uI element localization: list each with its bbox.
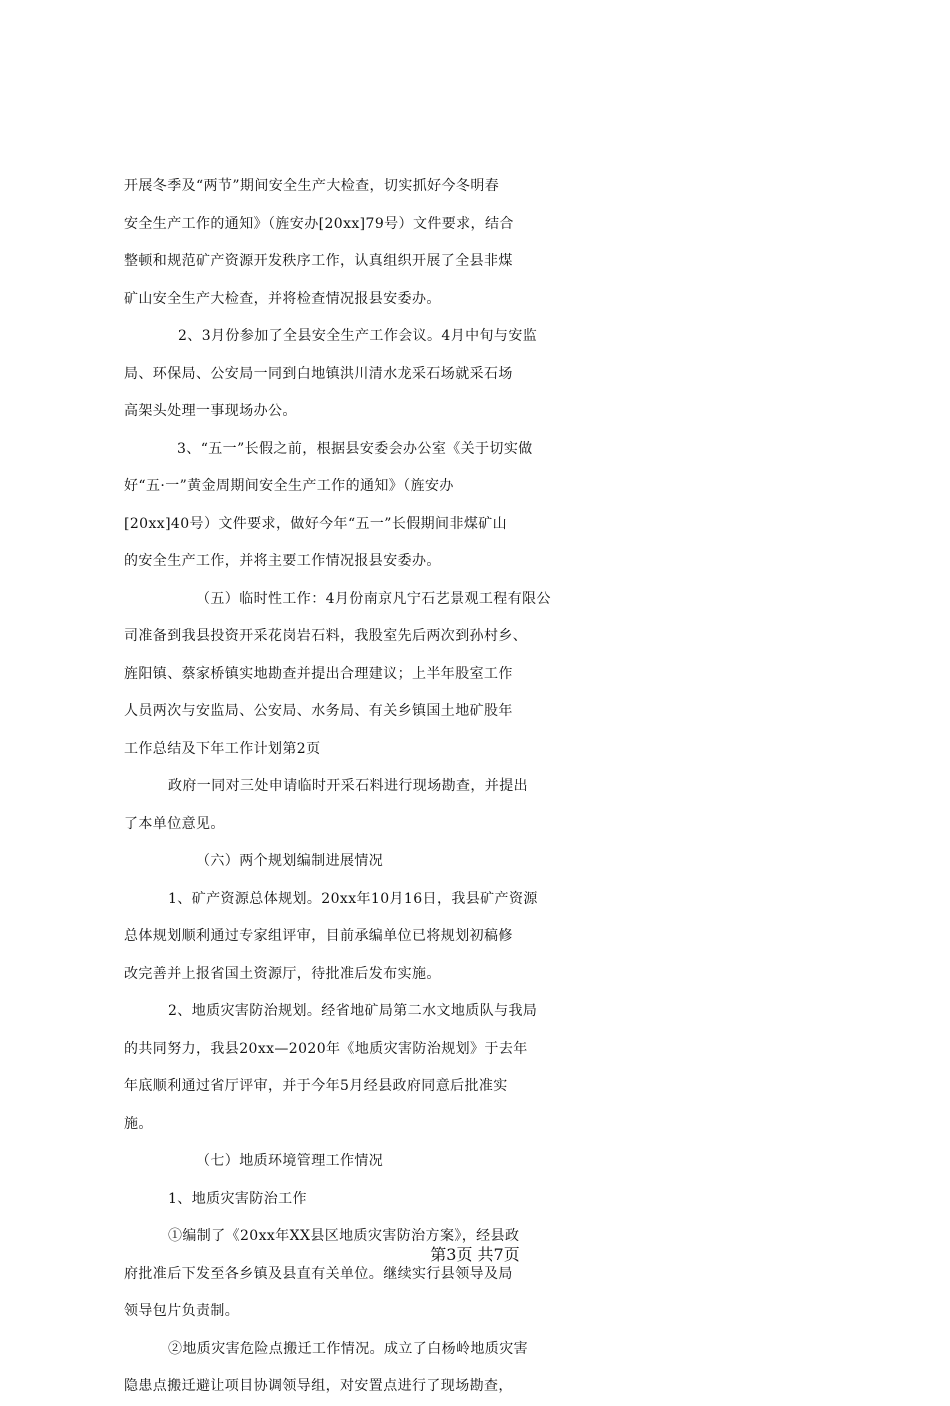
text-line: （六）两个规划编制进展情况 bbox=[196, 853, 384, 869]
text-line: 开展冬季及“两节”期间安全生产大检查，切实抓好今冬明春 bbox=[124, 178, 500, 194]
text-line: 3、“五一”长假之前，根据县安委会办公室《关于切实做 bbox=[177, 440, 533, 457]
text-line: 整顿和规范矿产资源开发秩序工作，认真组织开展了全县非煤 bbox=[124, 253, 513, 269]
text-line: （七）地质环境管理工作情况 bbox=[196, 1153, 384, 1169]
text-line: [20xx]40号）文件要求，做好今年“五一”长假期间非煤矿山 bbox=[124, 515, 508, 532]
text-line: 高架头处理一事现场办公。 bbox=[124, 403, 297, 419]
document-body bbox=[0, 168, 950, 1406]
text-line: 矿山安全生产大检查，并将检查情况报县安委办。 bbox=[124, 290, 441, 307]
text-line: 工作总结及下年工作计划第2页 bbox=[124, 740, 321, 757]
text-line: 政府一同对三处申请临时开采石料进行现场勘查，并提出 bbox=[168, 778, 528, 794]
text-line: 的安全生产工作，并将主要工作情况报县安委办。 bbox=[124, 553, 441, 569]
text-line: ②地质灾害危险点搬迁工作情况。成立了白杨岭地质灾害 bbox=[168, 1340, 528, 1357]
text-line: 司准备到我县投资开采花岗岩石料，我股室先后两次到孙村乡、 bbox=[124, 628, 528, 644]
text-line: 好“五·一”黄金周期间安全生产工作的通知》（旌安办 bbox=[124, 478, 454, 494]
text-line: 总体规划顺利通过专家组评审，目前承编单位已将规划初稿修 bbox=[124, 928, 513, 944]
text-line: 1、矿产资源总体规划。20xx年10月16日，我县矿产资源 bbox=[168, 890, 538, 907]
text-line: 改完善并上报省国土资源厅，待批准后发布实施。 bbox=[124, 965, 441, 982]
text-line: 安全生产工作的通知》（旌安办[20xx]79号）文件要求，结合 bbox=[124, 215, 514, 232]
text-line: 人员两次与安监局、公安局、水务局、有关乡镇国土地矿股年 bbox=[124, 703, 513, 719]
text-line: ①编制了《20xx年XX县区地质灾害防治方案》，经县政 bbox=[168, 1228, 520, 1244]
page-footer: 第3页 共7页 bbox=[430, 1245, 520, 1264]
text-line: 2、3月份参加了全县安全生产工作会议。4月中旬与安监 bbox=[178, 328, 538, 344]
text-line: 2、地质灾害防治规划。经省地矿局第二水文地质队与我局 bbox=[168, 1003, 538, 1019]
text-line: 的共同努力，我县20xx—2020年《地质灾害防治规划》于去年 bbox=[124, 1040, 528, 1057]
text-line: 施。 bbox=[124, 1115, 153, 1132]
text-line: 1、地质灾害防治工作 bbox=[168, 1190, 307, 1207]
text-line: 领导包片负责制。 bbox=[124, 1303, 240, 1319]
text-line: 旌阳镇、蔡家桥镇实地勘查并提出合理建议；上半年股室工作 bbox=[124, 665, 513, 682]
text-line: （五）临时性工作：4月份南京凡宁石艺景观工程有限公 bbox=[196, 590, 551, 607]
text-line: 府批准后下发至各乡镇及县直有关单位。继续实行县领导及局 bbox=[124, 1265, 513, 1282]
text-line: 隐患点搬迁避让项目协调领导组，对安置点进行了现场勘查， bbox=[124, 1378, 513, 1394]
text-line: 了本单位意见。 bbox=[124, 815, 225, 832]
text-line: 年底顺利通过省厅评审，并于今年5月经县政府同意后批准实 bbox=[124, 1078, 508, 1094]
text-line: 局、环保局、公安局一同到白地镇洪川清水龙采石场就采石场 bbox=[124, 365, 513, 382]
